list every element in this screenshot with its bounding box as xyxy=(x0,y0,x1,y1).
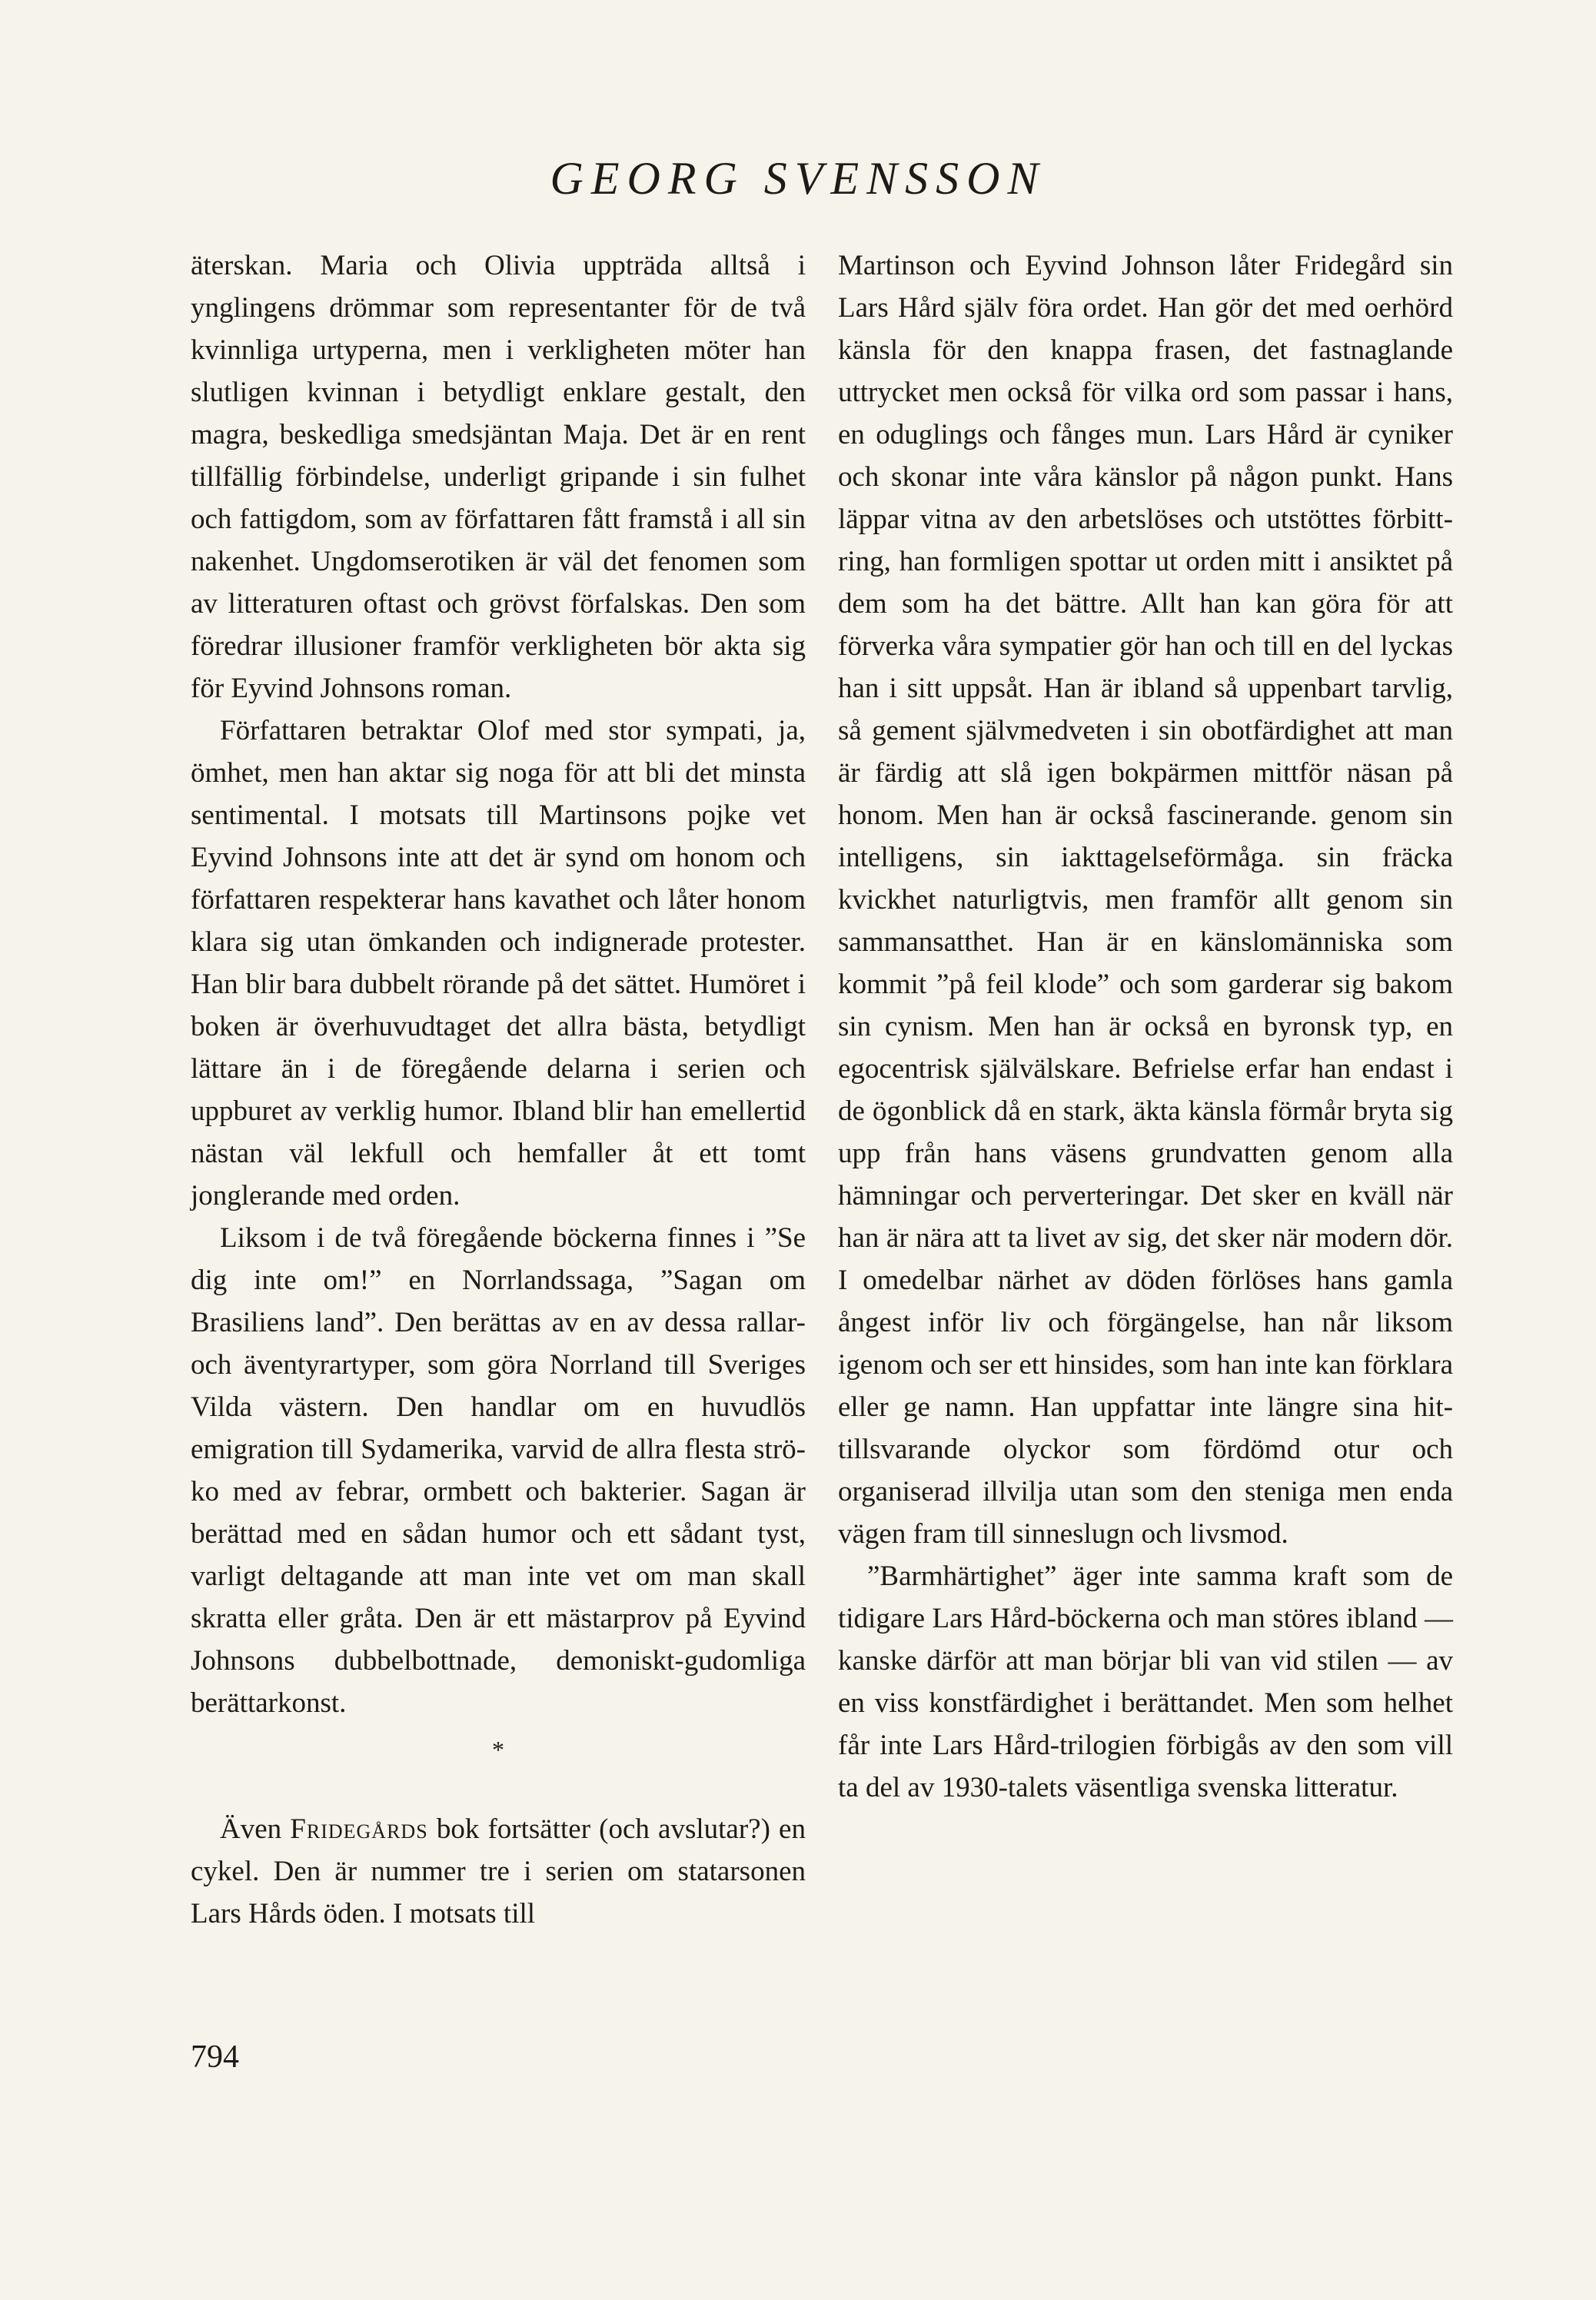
paragraph-text: bok fortsätter (och avslutar?) en cykel. Den är nummer tre i serien om statarsonen Lars Hårds öden. I motsats till xyxy=(191,1813,806,1929)
paragraph: Liksom i de två föregående böckerna finnes i ”Se dig inte om!” en Norrlandssaga, ”Sagan om Brasiliens land”. Den berättas av en av dessa rallar- och äventyrartyper, som göra Norrland till Sveriges Vilda västern. Den handlar om en huvudlös emigration till Sydamerika, varvid de allra flesta ströko med av febrar, ormbett och bakterier. Sagan är berättad med en sådan humor och ett sådant tyst, varligt deltagande att man inte vet om man skall skratta eller gråta. Den är ett mästarprov på Eyvind Johnsons dubbelbottnade, demoniskt-gudomliga berättarkonst. xyxy=(191,1222,806,1719)
paragraph xyxy=(191,1808,806,1935)
left-column xyxy=(191,244,806,1935)
paragraph: äterskan. Maria och Olivia uppträda alltså i ynglingens drömmar som representanter för de två kvinnliga urtyperna, men i verkligheten möter han slutligen kvinnan i betydligt enklare gestalt, den magra, beskedliga smedsjäntan Maja. Det är en rent tillfällig förbindelse, underligt gripande i sin fulhet och fattigdom, som av författaren fått framstå i all sin nakenhet. Ungdomserotiken är väl det fenomen som av litteraturen oftast och grövst förfalskas. Den som föredrar illusioner framför verkligheten bör akta sig för Eyvind Johnsons roman. xyxy=(191,250,806,704)
paragraph: Författaren betraktar Olof med stor sympati, ja, ömhet, men han aktar sig noga för att bli det minsta sentimental. I motsats till Martinsons pojke vet Eyvind Johnsons inte att det är synd om honom och författaren respekterar hans kavathet och låter honom klara sig utan ömkanden och indignerade protester. Han blir bara dubbelt rörande på det sättet. Humöret i boken är överhuvudtaget det allra bästa, betydligt lättare än i de föregående delarna i serien och uppburet av verklig humor. Ibland blir han emellertid nästan väl lekfull och hemfaller åt ett tomt jonglerande med orden. xyxy=(191,715,806,1211)
paragraph: Martinson och Eyvind Johnson låter Fridegård sin Lars Hård själv föra ordet. Han gör det med oerhörd känsla för den knappa frasen, det fastnaglande uttrycket men också för vilka ord som passar i hans, en oduglings och fånges mun. Lars Hård är cyniker och skonar inte våra känslor på någon punkt. Hans läppar vitna av den arbetslöses och utstöttes förbittring, han formligen spottar ut orden mitt i ansiktet på dem som ha det bättre. Allt han kan göra för att förverka våra sympatier gör han och till en del lyckas han i sitt uppsåt. Han är ibland så uppenbart tarvlig, så gement självmedveten i sin obotfärdighet att man är färdig att slå igen bokpärmen mittför näsan på honom. Men han är också fascinerande. genom sin intelligens, sin iakttagelseförmåga. sin fräcka kvickhet naturligtvis, men framför allt genom sin sammansatthet. Han är en känslomänniska som kommit ”på feil klode” och som garderar sig bakom sin cynism. Men han är också en byronsk typ, en egocentrisk självälskare. Befrielse erfar han endast i de ögonblick då en stark, äkta känsla förmår bryta sig upp från hans väsens grundvatten genom alla hämningar och perverteringar. Det sker en kväll när han är nära att ta livet av sig, det sker när modern dör. I omedelbar närhet av döden förlöses hans gamla ångest inför liv och förgängelse, han når liksom igenom och ser ett hinsides, som han inte kan förklara eller ge namn. Han uppfattar inte längre sina hittillsvarande olyckor som fördömd otur och organiserad illvilja utan som den steniga men enda vägen fram till sinneslugn och livsmod. xyxy=(838,250,1453,1550)
page-number: 794 xyxy=(191,2039,239,2075)
paragraph: ”Barmhärtighet” äger inte samma kraft som de tidigare Lars Hård-böckerna och man störes ibland — kanske därför att man börjar bli van vid stilen — av en viss konstfärdighet i berättandet. Men som helhet får inte Lars Hård-trilogien förbigås av den som vill ta del av 1930-talets väsentliga svenska litteratur. xyxy=(838,1560,1453,1803)
author-name: Fridegårds xyxy=(290,1813,428,1845)
section-separator: * xyxy=(492,1736,504,1763)
right-column xyxy=(838,244,1453,1809)
paragraph-text: Även xyxy=(220,1813,291,1845)
running-header: GEORG SVENSSON xyxy=(550,153,1046,204)
